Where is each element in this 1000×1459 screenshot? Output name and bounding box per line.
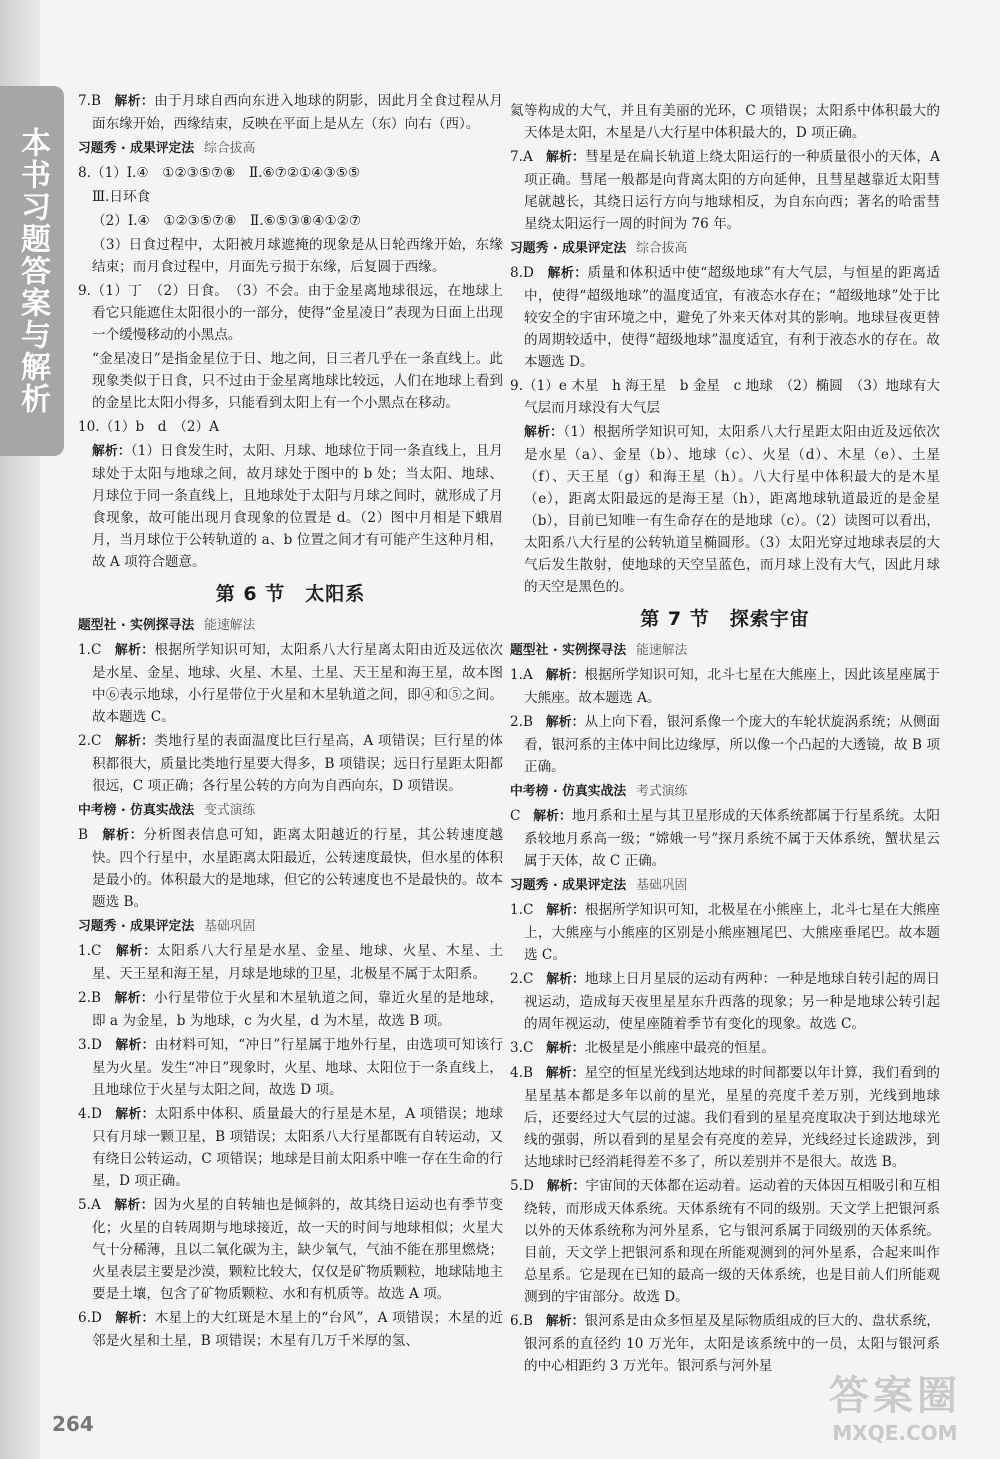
analysis-label: 解析：	[88, 828, 144, 843]
answer-text: 类地行星的表面温度比巨行星高，A 项错误；巨行星的体积都很大，质量比类地行星要大得多，B 项错误；远日行星距太阳都很远，C 项正确；各行星公转的方向为自西向东，D 项错误。	[92, 733, 503, 794]
analysis-label: 解析：	[100, 1198, 154, 1213]
section-name: 题型社 · 实例探寻法	[510, 643, 627, 658]
watermark	[810, 1364, 980, 1445]
analysis-label: 解析：	[532, 1066, 585, 1081]
answer-number: 1.C	[510, 902, 534, 918]
analysis-label: 解析：	[520, 809, 572, 824]
answer-number: 7.B	[78, 93, 101, 109]
section-heading	[510, 875, 940, 897]
analysis-label: 解析：	[101, 1038, 155, 1053]
answer-text: 根据所学知识可知，太阳系八大行星离太阳由近及远依次是水星、金星、地球、火星、木星、土星、天王星和海王星，故本图中⑥表示地球，小行星带位于火星和木星轨道之间，即④和⑤之间。故本题选 C。	[92, 642, 503, 725]
answer-item	[510, 1062, 940, 1173]
analysis-label: 解析：	[533, 1041, 585, 1056]
answer-line: （3）日食过程中，太阳被月球遮掩的现象是从日轮西缘开始，东缘结束；而月食过程中，月面先亏损于东缘，后复圆于西缘。	[92, 237, 503, 275]
chapter-title: 第 7 节 探索宇宙	[640, 608, 810, 630]
answer-number: 2.B	[78, 990, 101, 1006]
answer-text: 太阳系中体积、质量最大的行星是木星，A 项错误；地球只有月球一颗卫星，B 项错误；太阳系八大行星都既有自转运动，又有绕日公转运动，C 项错误；地球是目前太阳系中唯一存在生命的行星，D 项正确。	[92, 1106, 504, 1189]
answer-text: （1）根据所学知识可知，太阳系八大行星距太阳由近及远依次是水星（a）、金星（b）、地球（c）、火星（d）、木星（e）、土星（f）、天王星（g）和海王星（h）。八大行星中体积最大的是木星（e），距离太阳最远的是海王星（h），距离地球轨道最近的是金星（b），目前已知唯一有生命存在的是地球（c）。（2）读图可以看出，太阳系八大行星的公转轨道呈椭圆形。（3）太阳光穿过地球表层的大气后发生散射，使地球的天空呈蓝色，而月球上没有大气，因此月球的天空是黑色的。	[524, 424, 940, 595]
answer-text: 宇宙间的天体都在运动着。运动着的天体因互相吸引和互相绕转，而形成天体系统。天体系统有不同的级别。天文学上把银河系以外的天体系统称为河外星系，它与银河系属于同级别的天体系统。目前，天文学上把银河系和现在所能观测到的河外星系，合起来叫作总星系。它是现在已知的最高一级的天体系统，也是目前人们所能观测到的宇宙部分。故选 D。	[524, 1178, 940, 1305]
answer-text: 地球上日月星辰的运动有两种：一种是地球自转引起的周日视运动，造成每天夜里星星东升西落的现象；另一种是地球公转引起的周年视运动，使星座随着季节有变化的现象。故选 C。	[524, 971, 941, 1032]
answer-text: 根据所学知识可知，北斗七星在大熊座上，因此该星座属于大熊座。故本题选 A。	[524, 667, 941, 706]
section-tag: 能速解法	[204, 618, 256, 633]
answer-line: 8.（1）Ⅰ.④ ①②③⑤⑦⑧ Ⅱ.⑥⑦②①④③⑤⑤	[78, 165, 361, 181]
answer-item	[78, 639, 503, 728]
answer-text: 从上向下看，银河系像一个庞大的车轮状旋涡系统；从侧面看，银河系的主体中间比边缘厚，所以像一个凸起的大透镜，故 B 项正确。	[524, 714, 941, 775]
answer-item	[510, 899, 940, 966]
section-name: 习题秀 · 成果评定法	[510, 878, 627, 893]
answer-item	[510, 146, 940, 235]
answer-text: 分析图表信息可知，距离太阳越近的行星，其公转速度越快。四个行星中，水星距离太阳最近，公转速度最快，但水星的体积是最小的。体积最大的是地球，但它的公转速度也不是最快的。故本题选 B。	[92, 827, 504, 910]
answer-item	[510, 1037, 940, 1060]
answer-item	[510, 968, 940, 1035]
answer-text: 小行星带位于火星和木星轨道之间，靠近火星的是地球，即 a 为金星，b 为地球，c 为火星，d 为木星，故选 B 项。	[92, 990, 504, 1029]
watermark-logo: 答案圈	[829, 1373, 961, 1419]
answer-line: 9.（1）丁 （2）日食。 （3）不会。由于金星离地球很远，在地球上看它只能遮住太阳很小的一部分，使得“金星凌日”表现为日面上出现一个缓慢移动的小黑点。	[78, 283, 503, 343]
answer-item	[78, 1034, 503, 1101]
analysis-label: 解析：	[524, 425, 564, 440]
answer-item	[78, 824, 503, 913]
section-heading	[78, 800, 503, 822]
answer-text: 地月系和土星与其卫星形成的天体系统都属于行星系统。太阳系较地月系高一级；“嫦娥一号”探月系统不属于天体系统，蟹状星云属于天体，故 C 正确。	[524, 808, 941, 869]
answer-item	[78, 1194, 503, 1305]
analysis-label: 解析：	[533, 266, 588, 281]
answer-item	[510, 421, 940, 598]
analysis-label: 解析：	[101, 643, 155, 658]
section-name: 题型社 · 实例探寻法	[78, 618, 195, 633]
answer-number: 1.A	[510, 667, 533, 683]
answer-text: 由材料可知，“冲日”行星属于地外行星，由选项可知该行星为火星。发生“冲日”现象时，火星、地球、太阳位于一条直线上，且地球位于火星与太阳之间，故选 D 项。	[92, 1037, 504, 1098]
answer-text: 彗星是在扁长轨道上绕太阳运行的一种质量很小的天体，A 项正确。彗尾一般都是向背离太阳的方向延伸，且彗星越靠近太阳彗尾就越长，其绕日运行方向与地球相反，为自东向西；著名的哈雷彗星绕太阳运行一周的时间为 76 年。	[524, 149, 940, 232]
analysis-label: 解析：	[100, 94, 155, 109]
answer-text: 木星上的大红斑是木星上的“台风”，A 项错误；木星的近邻是火星和土星，B 项错误；木星有几万千米厚的氢、	[92, 1310, 503, 1349]
section-tag: 综合拔高	[636, 241, 688, 256]
analysis-label: 解析：	[532, 668, 585, 683]
answer-item	[78, 1307, 503, 1352]
answer-line: （2）Ⅰ.④ ①②③⑤⑦⑧ Ⅱ.⑥⑤③⑧④①②⑦	[92, 213, 362, 229]
answer-item	[78, 940, 503, 985]
answer-item	[78, 1103, 503, 1192]
section-tag: 基础巩固	[636, 878, 688, 893]
answer-line: “金星凌日”是指金星位于日、地之间，日三者几乎在一条直线上。此现象类似于日食，只不过由于金星离地球比较远，人们在地球上看到的金星比太阳小得多，只能看到太阳上有一个小黑点在移动。	[92, 351, 503, 411]
answer-number: 2.B	[510, 714, 533, 730]
analysis-label: 解析：	[533, 972, 585, 987]
analysis-label: 解析：	[101, 734, 155, 749]
answer-number: 2.C	[510, 971, 534, 987]
section-tag: 基础巩固	[204, 919, 256, 934]
answer-number: B	[78, 827, 88, 843]
answer-number: 3.D	[78, 1037, 102, 1053]
answer-line: 氦等构成的大气，并且有美丽的光环，C 项错误；太阳系中体积最大的天体是太阳，木星是八大行星中体积最大的，D 项正确。	[510, 103, 940, 141]
answer-text: 银河系是由众多恒星及星际物质组成的巨大的、盘状系统，银河系的直径约 10 万光年，太阳是该系统中的一员，太阳与银河系的中心相距约 3 万光年。银河系与河外星	[524, 1313, 941, 1374]
answer-number: 1.C	[78, 642, 102, 658]
section-tag: 能速解法	[636, 643, 688, 658]
answer-item	[510, 664, 940, 709]
section-heading	[510, 640, 940, 662]
answer-number: 8.D	[510, 265, 534, 281]
answer-item	[510, 711, 940, 778]
answer-item	[78, 440, 503, 573]
answer-line: 10.（1）b d （2）A	[78, 419, 219, 435]
answer-text: 太阳系八大行星是水星、金星、地球、火星、木星、土星、天王星和海王星，月球是地球的卫星，北极星不属于太阳系。	[92, 943, 504, 982]
analysis-label: 解析：	[533, 903, 585, 918]
answer-text: 北极星是小熊座中最亮的恒星。	[584, 1040, 775, 1056]
answer-number: 4.B	[510, 1065, 533, 1081]
section-heading	[510, 238, 940, 260]
answer-text: 星空的恒星光线到达地球的时间都要以年计算，我们看到的星星基本都是多年以前的星光，星星的亮度千差万别，光线到地球后，还要经过大气层的过滤。我们看到的星星亮度取决于到达地球光线的强弱，所以看到的星星会有亮度的差异，光线经过长途跋涉，到达地球时已经消耗得差不多了，所以差别并不是很大。故选 B。	[524, 1065, 941, 1170]
answer-item	[510, 262, 940, 373]
answer-number: 6.D	[78, 1310, 102, 1326]
answer-number: 6.B	[510, 1313, 533, 1329]
section-heading	[78, 138, 503, 160]
analysis-label: 解析：	[101, 1311, 155, 1326]
side-tab-label: 本书习题答案与解析	[15, 127, 50, 415]
analysis-label: 解析：	[100, 991, 155, 1006]
answer-item	[510, 805, 940, 872]
answer-text: （1）日食发生时，太阳、月球、地球位于同一条直线上，且月球处于太阳与地球之间，故月球处于图中的 b 处；当太阳、地球、月球位于同一条直线上，且地球处于太阳与月球之间时，就形成了月食现象，故可能出现月食现象的位置是 d。（2）图中月相是下蛾眉月，当月球位于公转轨道的 a、b 位置之间才有可能产生这种月相，故 A 项符合题意。	[92, 443, 503, 570]
analysis-label: 解析：	[532, 715, 585, 730]
analysis-label: 解析：	[532, 150, 586, 165]
right-column	[510, 100, 940, 1379]
answer-text: 因为火星的自转轴也是倾斜的，故其绕日运动也有季节变化；火星的自转周期与地球接近，故一天的时间与地球相似；火星大气十分稀薄，且以二氧化碳为主，缺少氧气，气油不能在那里燃烧；火星表层主要是沙漠，颗粒比较大，仅仅是矿物质颗粒，地球陆地主要是土壤，包含了矿物质颗粒、水和有机质等。故选 A 项。	[92, 1197, 504, 1302]
answer-number: 1.C	[78, 943, 102, 959]
section-heading	[78, 916, 503, 938]
answer-number: 5.A	[78, 1197, 101, 1213]
side-tab	[0, 86, 64, 456]
answer-number: 5.D	[510, 1178, 534, 1194]
answer-item	[78, 730, 503, 797]
answer-number: C	[510, 808, 521, 824]
analysis-label: 解析：	[532, 1314, 585, 1329]
section-heading	[510, 781, 940, 803]
section-name: 中考榜 · 仿真实战法	[78, 803, 195, 818]
section-heading	[78, 615, 503, 637]
answer-number: 3.C	[510, 1040, 534, 1056]
watermark-url: MXQE.COM	[832, 1421, 958, 1445]
section-tag: 变式演练	[204, 803, 256, 818]
section-tag: 综合拔高	[204, 141, 256, 156]
answer-item	[78, 90, 503, 135]
page-number: 264	[52, 1412, 94, 1436]
left-column	[78, 90, 503, 1354]
answer-number: 2.C	[78, 733, 102, 749]
chapter-title: 第 6 节 太阳系	[215, 583, 366, 605]
analysis-label: 解析：	[101, 1107, 155, 1122]
analysis-label: 解析：	[92, 444, 131, 459]
answer-text: 由于月球自西向东进入地球的阴影，因此月全食过程从月面东缘开始，西缘结束，反映在平面上是从左（东）向右（西）。	[92, 93, 504, 132]
section-tag: 考式演练	[636, 784, 688, 799]
section-name: 中考榜 · 仿真实战法	[510, 784, 627, 799]
section-name: 习题秀 · 成果评定法	[510, 241, 627, 256]
answer-text: 根据所学知识可知，北极星在小熊座上，北斗七星在大熊座上，大熊座与小熊座的区别是小熊座翘尾巴、大熊座垂尾巴。故本题选 C。	[524, 902, 941, 963]
answer-number: 7.A	[510, 149, 533, 165]
section-name: 习题秀 · 成果评定法	[78, 919, 195, 934]
answer-text: 质量和体积适中使“超级地球”有大气层，与恒星的距离适中，使得“超级地球”的温度适宜，有液态水存在；“超级地球”处于比较安全的宇宙环境之中，避免了外来天体对其的影响。地球昼夜更替的周期较适中，使得“超级地球”温度适宜，有利于液态水的存在。故本题选 D。	[524, 265, 940, 370]
analysis-label: 解析：	[101, 944, 157, 959]
section-name: 习题秀 · 成果评定法	[78, 141, 195, 156]
analysis-label: 解析：	[533, 1179, 586, 1194]
answer-item	[510, 1175, 940, 1308]
answer-item	[78, 987, 503, 1032]
answer-number: 4.D	[78, 1106, 102, 1122]
answer-line: 9.（1）e 木星 h 海王星 b 金星 c 地球 （2）椭圆 （3）地球有大气层而月球没有大气层	[510, 378, 940, 416]
answer-line: Ⅲ.日环食	[92, 189, 151, 205]
